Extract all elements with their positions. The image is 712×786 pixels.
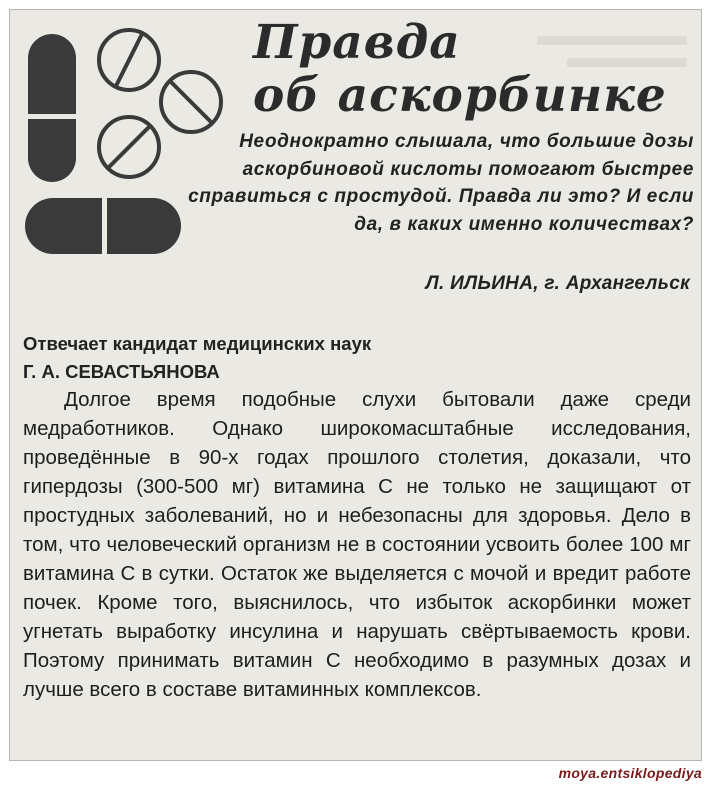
title-line-2: об аскорбинке xyxy=(253,68,667,123)
newspaper-clipping xyxy=(9,9,702,761)
capsule-icon xyxy=(107,198,181,254)
capsule-icon xyxy=(25,198,102,254)
tablet-icon xyxy=(99,30,159,90)
source-credit: moya.entsiklopediya xyxy=(558,765,702,781)
question-signature: Л. ИЛЬИНА, г. Архангельск xyxy=(425,273,690,294)
article-body: Долгое время подобные слухи бытовали даже среди медработников. Однако широкомасштабные исследования, проведённые в 90-х годах прошлого столетия, доказали, что гипердозы (300-500 мг) витамина С не только не защищают от простудных заболеваний, но и небезопасны для здоровья. Дело в том, что человеческий организм не в состоянии усвоить более 100 мг витамина С в сутки. Остаток же выделяется с мочой и вредит работе почек. Кроме того, выяснилось, что избыток аскорбинки может угнетать выработку инсулина и нарушать свёртываемость крови. Поэтому принимать витамин С необходимо в разумных дозах и лучше всего в составе витаминных комплексов. xyxy=(23,388,691,701)
tablet-icon xyxy=(161,72,221,132)
tablet-icon xyxy=(99,117,159,177)
answer-byline: Отвечает кандидат медицинских наук xyxy=(23,333,372,354)
capsule-icon xyxy=(28,119,76,182)
answer-author: Г. А. СЕВАСТЬЯНОВА xyxy=(23,361,220,382)
article-title xyxy=(253,16,667,122)
capsule-icon xyxy=(28,34,76,114)
reader-question: Неоднократно слышала, что большие дозы аскорбиновой кислоты помогают быстрее справиться с простудой. Правда ли это? И если да, в каких именно количествах? xyxy=(188,131,694,235)
title-line-1: Правда xyxy=(253,15,461,70)
